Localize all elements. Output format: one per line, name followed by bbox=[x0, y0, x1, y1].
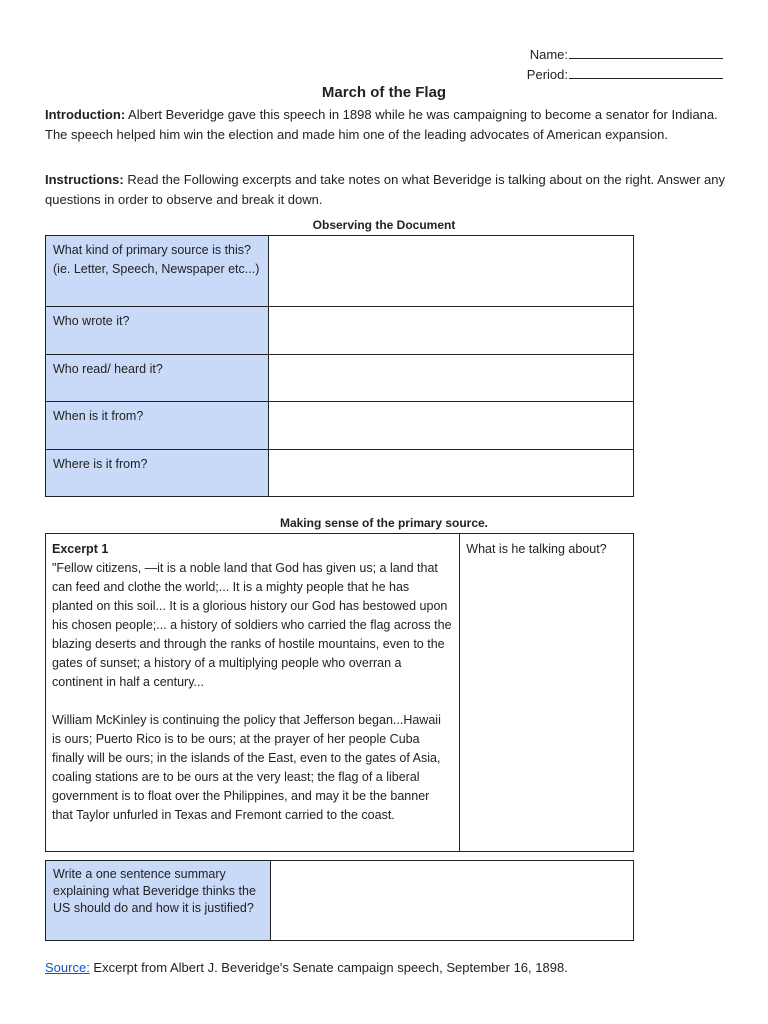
summary-prompt-cell: Write a one sentence summary explaining what Beveridge thinks the US should do and how it is justified? bbox=[46, 861, 271, 941]
question-cell: Where is it from? bbox=[46, 450, 269, 497]
table-row bbox=[46, 861, 634, 941]
question-cell: Who wrote it? bbox=[46, 307, 269, 355]
notes-prompt: What is he talking about? bbox=[466, 542, 607, 556]
answer-cell[interactable] bbox=[268, 402, 633, 450]
table-row bbox=[46, 402, 634, 450]
question-cell: What kind of primary source is this? (ie. Letter, Speech, Newspaper etc...) bbox=[46, 236, 269, 307]
excerpt-paragraph-2: William McKinley is continuing the policy that Jefferson began...Hawaii is ours; Puerto Rico is to be ours; at the prayer of her people Cuba finally will be ours; in the islands of the East, even to the gates of Asia, coaling stations are to be ours at the very least; the flag of a liberal government is to float over the Philippines, and may it be the banner that Taylor unfurled in Texas and Fremont carried to the coast. bbox=[52, 713, 441, 822]
excerpt-cell bbox=[46, 534, 460, 852]
answer-cell[interactable] bbox=[268, 307, 633, 355]
page-title: March of the Flag bbox=[321, 84, 447, 101]
name-label: Name: bbox=[529, 47, 568, 62]
introduction-label: Introduction: bbox=[45, 107, 126, 122]
table-row bbox=[46, 355, 634, 402]
summary-answer-cell[interactable] bbox=[270, 861, 633, 941]
introduction-text: Albert Beveridge gave this speech in 1898 while he was campaigning to become a senator for Indiana. The speech helped him win the election and made him one of the leading advocates of American expansion. bbox=[45, 107, 718, 142]
excerpt-table bbox=[45, 533, 634, 852]
source-link[interactable]: Source: bbox=[45, 960, 90, 975]
summary-table bbox=[45, 860, 634, 941]
period-blank[interactable] bbox=[569, 65, 723, 79]
instructions-text: Read the Following excerpts and take notes on what Beveridge is talking about on the right. Answer any questions in order to observe and break it down. bbox=[45, 172, 725, 207]
table-row bbox=[46, 236, 634, 307]
table-row bbox=[46, 307, 634, 355]
question-cell: When is it from? bbox=[46, 402, 269, 450]
answer-cell[interactable] bbox=[268, 355, 633, 402]
observing-heading: Observing the Document bbox=[312, 218, 456, 232]
source-line bbox=[45, 960, 568, 975]
answer-cell[interactable] bbox=[268, 236, 633, 307]
name-field-row bbox=[500, 45, 723, 64]
table-row bbox=[46, 534, 634, 852]
question-cell: Who read/ heard it? bbox=[46, 355, 269, 402]
source-text: Excerpt from Albert J. Beveridge's Senate campaign speech, September 16, 1898. bbox=[89, 960, 568, 975]
instructions-paragraph bbox=[45, 170, 725, 209]
introduction-paragraph bbox=[45, 105, 725, 144]
making-sense-heading: Making sense of the primary source. bbox=[279, 516, 489, 530]
notes-cell[interactable] bbox=[460, 534, 634, 852]
table-row bbox=[46, 450, 634, 497]
observing-table bbox=[45, 235, 634, 497]
period-label: Period: bbox=[526, 67, 568, 82]
excerpt-paragraph-1: "Fellow citizens, —it is a noble land that God has given us; a land that can feed and clothe the world;... It is a mighty people that he has planted on this soil... It is a glorious history our God has bestowed upon his chosen people;... a history of soldiers who carried the flag across the blazing deserts and through the ranks of hostile mountains, even to the gates of sunset; a history of a multiplying people who overran a continent in half a century... bbox=[52, 561, 452, 689]
excerpt-title: Excerpt 1 bbox=[52, 542, 109, 556]
period-field-row bbox=[500, 65, 723, 84]
name-blank[interactable] bbox=[569, 45, 723, 59]
instructions-label: Instructions: bbox=[45, 172, 124, 187]
answer-cell[interactable] bbox=[268, 450, 633, 497]
